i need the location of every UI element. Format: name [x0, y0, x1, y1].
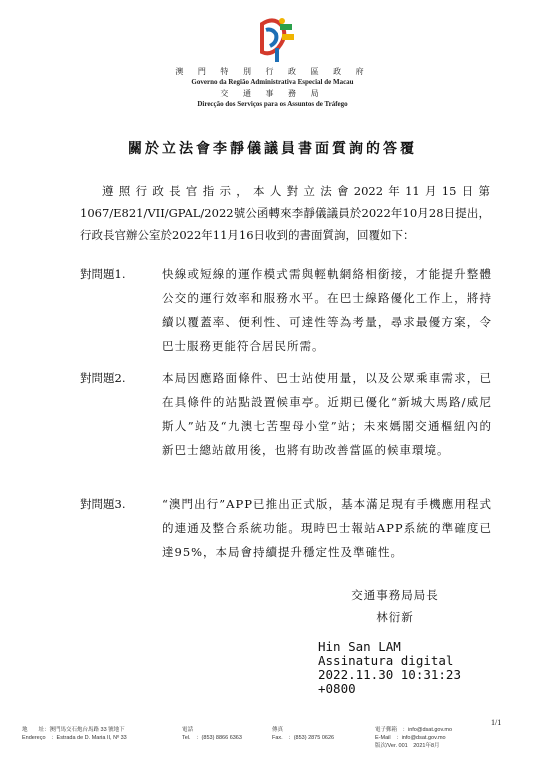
footer-tel-label: 電話	[182, 727, 194, 733]
signature-datetime: 2022.11.30 10:31:23	[318, 667, 461, 682]
question-answer-1	[80, 262, 500, 358]
answer-text: 快線或短線的運作模式需與輕軌網絡相銜接，才能提升整體公交的運行效率和服務水平。在巴士線路優化工作上，將持續以覆蓋率、便利性、可達性等為考量，尋求最優方案，令巴士服務更能符合居民所需。	[162, 267, 492, 353]
signature-label: Assinatura digital	[318, 653, 454, 668]
dept-name-cn: 交 通 事 務 局	[220, 89, 325, 98]
document-title: 關於立法會李靜儀議員書面質詢的答覆	[128, 141, 417, 157]
gov-name-cn: 澳 門 特 別 行 政 區 政 府	[175, 67, 370, 76]
question-answer-2	[80, 366, 500, 462]
answer-text: “澳門出行”APP已推出正式版，基本滿足現有手機應用程式的連通及整合系統功能。現時巴士報站APP系統的準確度已達95%，本局會持續提升穩定性及準確性。	[162, 497, 492, 559]
government-header	[0, 66, 545, 110]
question-answer-3	[80, 492, 500, 564]
gov-name-pt: Governo da Região Administrativa Especial de Macau	[191, 78, 354, 86]
question-label: 對問題1.	[80, 267, 126, 281]
dept-name-pt: Direcção dos Serviços para os Assuntos de Tráfego	[197, 100, 348, 108]
signer-name: 林衍新	[376, 610, 414, 624]
signature-timezone: +0800	[318, 681, 356, 696]
footer-fax: Fax. ：(853) 2875 0626	[272, 735, 335, 741]
signer-block	[340, 584, 450, 628]
footer	[0, 726, 545, 750]
digital-signature	[318, 640, 461, 696]
footer-address-pt: Endereço ：Estrada de D. Maria II, Nº 33	[22, 735, 127, 741]
intro-paragraph: 遵照行政長官指示，本人對立法會2022年11月15日第1067/E821/VII/GPAL/2022號公函轉來李靜儀議員於2022年10月28日提出，行政長官辦公室於2022年11月16日收到的書面質詢，回覆如下：	[80, 184, 490, 242]
footer-address-cn: 地 址：澳門馬交石炮台馬路 33 號地下	[22, 727, 125, 733]
footer-email-pt: E-Mail ：info@dsat.gov.mo	[375, 735, 446, 741]
answer-text: 本局因應路面條件、巴士站使用量，以及公眾乘車需求，已在具條件的站點設置候車亭。近期已優化“新城大馬路/威尼斯人”站及“九澳七苦聖母小堂”站；未來媽閣交通樞紐內的新巴士總站啟用後，也將有助改善當區的候車環境。	[162, 371, 492, 457]
dsat-logo	[252, 14, 302, 64]
question-label: 對問題2.	[80, 371, 126, 385]
footer-tel: Tel. ：(853) 8866 6363	[182, 735, 242, 741]
question-label: 對問題3.	[80, 497, 126, 511]
footer-fax-label: 傳真	[272, 727, 284, 733]
footer-email-cn: 電子郵箱 ：info@dsat.gov.mo	[375, 727, 453, 733]
page-number: 1/1	[491, 718, 502, 727]
signature-name: Hin San LAM	[318, 639, 401, 654]
footer-version: 版次/Ver. 001 2021年8月	[375, 743, 440, 749]
signer-position: 交通事務局局長	[351, 588, 439, 602]
